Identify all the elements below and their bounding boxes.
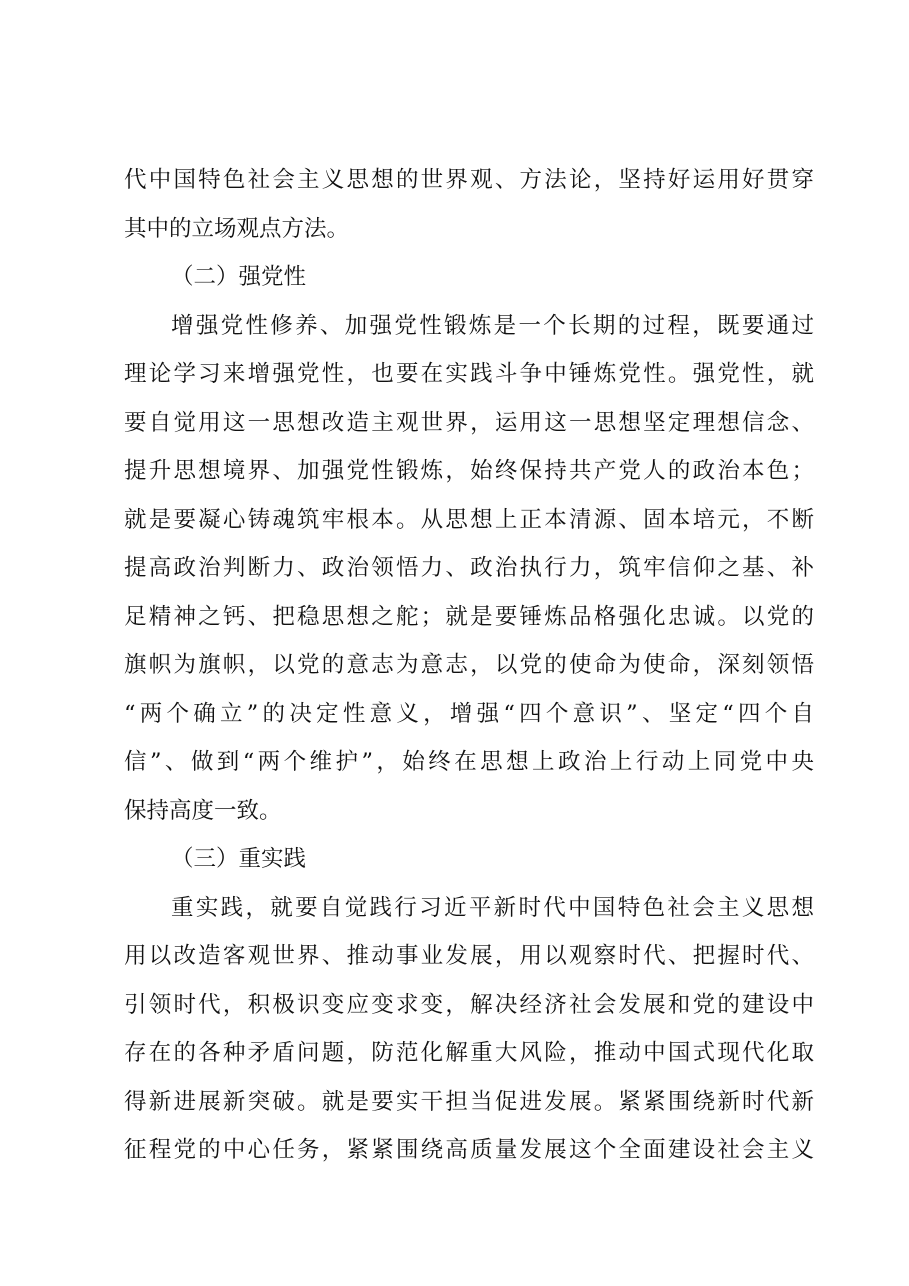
paragraph-line: 提高政治判断力、政治领悟力、政治执行力，筑牢信仰之基、补	[124, 555, 814, 581]
paragraph-line: 得新进展新突破。就是要实干担当促进发展。紧紧围绕新时代新	[124, 1088, 814, 1115]
paragraph-line: 保持高度一致。	[124, 797, 282, 824]
paragraph-line: 理论学习来增强党性，也要在实践斗争中锤炼党性。强党性，就	[124, 361, 814, 387]
paragraph-line: 足精神之钙、把稳思想之舵；就是要锤炼品格强化忠诚。以党的	[124, 603, 814, 630]
paragraph-line: 引领时代，积极识变应变求变，解决经济社会发展和党的建设中	[124, 991, 814, 1018]
paragraph-line: 用以改造客观世界、推动事业发展，用以观察时代、把握时代、	[124, 943, 814, 969]
paragraph-line: 增强党性修养、加强党性锻炼是一个长期的过程，既要通过	[171, 312, 814, 339]
paragraph-line: 提升思想境界、加强党性锻炼，始终保持共产党人的政治本色；	[124, 458, 814, 484]
paragraph-line: “两个确立”的决定性意义，增强“四个意识”、坚定“四个自	[124, 700, 814, 727]
paragraph-line: 征程党的中心任务，紧紧围绕高质量发展这个全面建设社会主义	[124, 1137, 814, 1163]
paragraph-line: 要自觉用这一思想改造主观世界，运用这一思想坚定理想信念、	[124, 409, 814, 436]
paragraph-line: 重实践，就要自觉践行习近平新时代中国特色社会主义思想	[171, 894, 814, 921]
section-heading: （三）重实践	[171, 846, 307, 872]
paragraph-line: 存在的各种矛盾问题，防范化解重大风险，推动中国式现代化取	[124, 1040, 814, 1066]
paragraph-line: 其中的立场观点方法。	[124, 215, 350, 242]
body-text	[124, 156, 814, 1175]
paragraph-line: 信”、做到“两个维护”，始终在思想上政治上行动上同党中央	[124, 749, 814, 775]
paragraph-line: 旗帜为旗帜，以党的意志为意志，以党的使命为使命，深刻领悟	[124, 652, 814, 678]
section-heading: （二）强党性	[171, 264, 307, 290]
paragraph-line: 就是要凝心铸魂筑牢根本。从思想上正本清源、固本培元，不断	[124, 506, 814, 533]
paragraph-line: 代中国特色社会主义思想的世界观、方法论，坚持好运用好贯穿	[124, 167, 814, 193]
